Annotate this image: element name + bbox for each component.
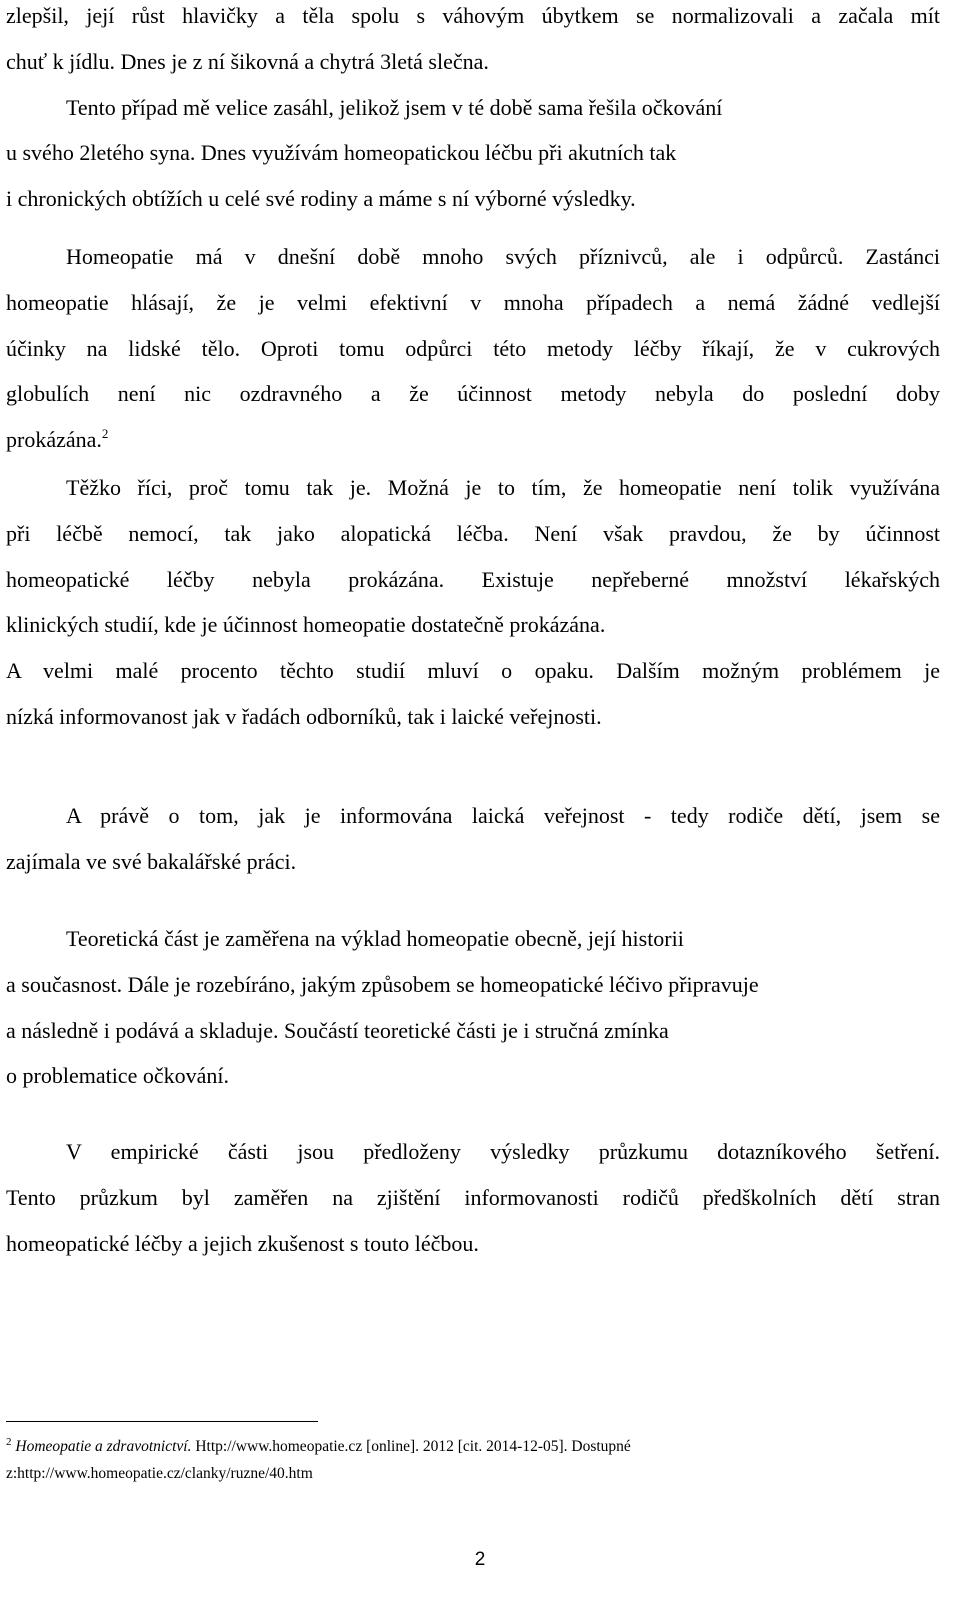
text-line: zajímala ve své bakalářské práci. bbox=[6, 848, 297, 874]
text-line: a následně i podává a skladuje. Součástí teoretické části je i stručná zmínka bbox=[6, 1017, 669, 1043]
text-line: A právě o tom, jak je informována laická veřejnost - tedy rodiče dětí, jsem se bbox=[66, 803, 940, 828]
paragraph-thesis-focus bbox=[6, 793, 940, 885]
text-line: klinických studií, kde je účinnost homeopatie dostatečně prokázána. bbox=[6, 612, 606, 638]
footnote-title: Homeopatie a zdravotnictví. bbox=[15, 1438, 192, 1455]
text-line: V empirické části jsou předloženy výsledky průzkumu dotazníkového šetření. bbox=[66, 1139, 940, 1164]
text-line: i chronických obtížích u celé své rodiny a máme s ní výborné výsledky. bbox=[6, 186, 636, 212]
text-line: homeopatické léčby nebyla prokázána. Existuje nepřeberné množství lékařských bbox=[6, 566, 940, 592]
text-line: nízká informovanost jak v řadách odborníků, tak i laické veřejnosti. bbox=[6, 703, 602, 729]
text-line: globulích není nic ozdravného a že účinnost metody nebyla do poslední doby bbox=[6, 381, 940, 407]
paragraph-supporters-opponents bbox=[6, 234, 940, 463]
footnote-citation: Http://www.homeopatie.cz [online]. 2012 [cit. 2014-12-05]. Dostupné bbox=[191, 1438, 631, 1455]
text-line: u svého 2letého syna. Dnes využívám homeopatickou léčbu při akutních tak bbox=[6, 140, 677, 166]
text-line: A velmi malé procento těchto studií mluví o opaku. Dalším možným problémem je bbox=[6, 658, 940, 684]
text-line: při léčbě nemocí, tak jako alopatická léčba. Není však pravdou, že by účinnost bbox=[6, 520, 940, 546]
footnote-number: 2 bbox=[6, 1436, 12, 1448]
footnote-line bbox=[6, 1433, 940, 1460]
text-line: Těžko říci, proč tomu tak je. Možná je to tím, že homeopatie není tolik využívána bbox=[66, 475, 940, 500]
text-line: Teoretická část je zaměřena na výklad homeopatie obecně, její historii bbox=[66, 926, 684, 951]
text-line: o problematice očkování. bbox=[6, 1063, 229, 1089]
paragraph-why bbox=[6, 465, 940, 740]
page-number: 2 bbox=[474, 1549, 486, 1570]
paragraph-theoretical-part bbox=[6, 916, 940, 1099]
paragraph-case-story bbox=[6, 0, 940, 222]
text-line: homeopatie hlásají, že je velmi efektivní v mnoha případech a nemá žádné vedlejší bbox=[6, 289, 940, 315]
text-line: Homeopatie má v dnešní době mnoho svých příznivců, ale i odpůrců. Zastánci bbox=[66, 244, 940, 269]
footnote-separator bbox=[6, 1421, 318, 1422]
text-line: účinky na lidské tělo. Oproti tomu odpůrci této metody léčby říkají, že v cukrových bbox=[6, 335, 940, 361]
text-line: zlepšil, její růst hlavičky a těla spolu s váhovým úbytkem se normalizovali a začala mít bbox=[6, 3, 940, 28]
text-line: Tento případ mě velice zasáhl, jelikož jsem v té době sama řešila očkování bbox=[66, 94, 723, 120]
text-line: Tento průzkum byl zaměřen na zjištění informovanosti rodičů předškolních dětí stran bbox=[6, 1184, 940, 1210]
footnote-url: z:http://www.homeopatie.cz/clanky/ruzne/40.htm bbox=[6, 1465, 313, 1482]
text-line: a současnost. Dále je rozebíráno, jakým způsobem se homeopatické léčivo připravuje bbox=[6, 971, 759, 997]
text-line bbox=[6, 417, 940, 463]
footnote-reference: 2 bbox=[101, 426, 109, 442]
text-line: chuť k jídlu. Dnes je z ní šikovná a chytrá 3letá slečna. bbox=[6, 48, 489, 74]
text-fragment: prokázána. bbox=[6, 427, 102, 453]
paragraph-empirical-part bbox=[6, 1129, 940, 1266]
footnote bbox=[6, 1433, 940, 1487]
text-line: homeopatické léčby a jejich zkušenost s touto léčbou. bbox=[6, 1230, 479, 1256]
